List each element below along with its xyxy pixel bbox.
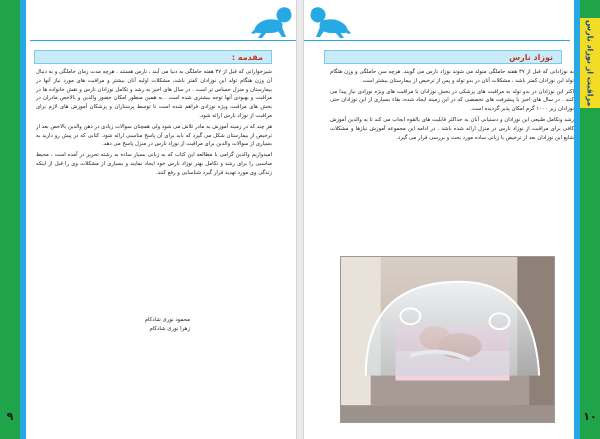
right-page-number-box — [580, 401, 600, 431]
right-header-line — [304, 40, 570, 41]
right-paragraph-2: اکثر این نوزادان در بدو تولد به مراقبت های پزشکی در بخش نوزادان یا مراقبت های ویژه نوزادی نیاز پیدا می کنند . در سال های اخیر با پیشرفت های تخصصی که در این زمینه ایجاد شده، بقاء بسیاری از این نوزادان حتی نوزادان زیر ۱۰۰۰ گرم امکان پذیر گردیده است. — [330, 88, 574, 113]
right-page-number: ۱۰ — [583, 409, 597, 423]
left-body-text — [36, 68, 272, 180]
authors-signature — [100, 316, 190, 334]
left-header-line — [30, 40, 296, 41]
left-paragraph-1: شیرخوارانی که قبل از ۳۷ هفته حاملگی به دنیا می آیند ، نارس هستند . هرچه مدت زمان حاملگی و به دنبال آن وزن هنگام تولد این نوزادان کمتر باشد، مشکلات اولیه آنان بیشتر و مراقبت های مورد نیاز آنها در بیمارستان و منزل حساس تر است . در سال های اخیر به رشد و تکامل نوزادان نارس و نقش خانواده ها در مراقبت و بهبودی آنها توجه بیشتری شده است . به همین منظور امکان حضور والدین و بالاخص مادران در بخش های مراقبت ویژه نوزادی فراهم شده است تا توسط پرستاران و پزشکان آموزش های لازم برای مراقبت از نوزاد نارس ارائه شود. — [36, 69, 272, 119]
left-paragraph-2: هر چند که در زمینه آموزش به مادر تلاش می شود ولی همچنان سوالات زیادی در ذهن والدین بالاخص بعد از ترخیص از بیمارستان شکل می گیرد که باید برای آن پاسخ مناسبی ارائه شود. کتابی که در پیش رو دارید به بسیاری از سوالات والدین برای مراقبت از نوزاد نارس در منزل پاسخ می دهد. — [36, 123, 272, 148]
right-page — [304, 0, 600, 439]
right-paragraph-3: رشد وتکامل طبیعی این نوزادان و دستیابی آنان به حداکثر قابلیت های بالقوه ایجاب می کند تا به والدین آموزش کافی برای مراقبت از نوزاد نارس در منزل ارائه شده باشد . در ادامه این مجموعه آموزش نیازها و مشکلات شایع این نوزادان بعد از ترخیص با زبانی ساده مورد بحث و بررسی قرار می گیرد. — [330, 116, 574, 141]
left-page-number-box — [0, 401, 20, 431]
incubator-illustration — [341, 257, 554, 422]
left-paragraph-3: امیدواریم والدین گرامی با مطالعه این کتاب که به زبانی بسیار ساده به رشته تحریر در آمده است ، محیط مناسبی را برای رشد و تکامل بهتر نوزاد نارس خود ایجاد نمایند و بسیاری از مشکلات وی را قبل از اینکه زندگی وی مورد تهدید قرار گیرد شناسایی و رفع کنند. — [36, 152, 272, 176]
book-title-tab — [580, 18, 600, 108]
left-green-bar — [0, 0, 20, 439]
left-section-header — [34, 50, 272, 64]
crawling-baby-icon — [306, 6, 352, 40]
incubator-photo — [340, 256, 555, 423]
author-name-2: زهرا نوری شادکام — [149, 326, 190, 332]
left-section-title: مقدمه : — [231, 52, 263, 62]
right-section-header — [324, 50, 562, 64]
right-section-title: نوزاد نارس — [509, 52, 553, 62]
author-name-1: محمود نوری شادکام — [144, 317, 190, 323]
book-title: مراقبت از نوزاد نارس — [585, 19, 595, 107]
right-body-text — [330, 68, 574, 144]
crawling-baby-icon — [250, 6, 296, 40]
book-gutter — [296, 0, 304, 439]
right-paragraph-1: به نوزادانی که قبل از ۳۷ هفته حاملگی متولد می شوند نوزاد نارس می گویند. هرچه سن حاملگی و وزن هنگام تولد این نوزادان کمتر باشد ، مشکلات آنان در بدو تولد و پس از ترخیص از بیمارستان بیشتر است. — [330, 69, 574, 84]
left-page — [0, 0, 296, 439]
left-page-number: ۹ — [6, 409, 14, 423]
left-blue-rule — [20, 0, 26, 439]
